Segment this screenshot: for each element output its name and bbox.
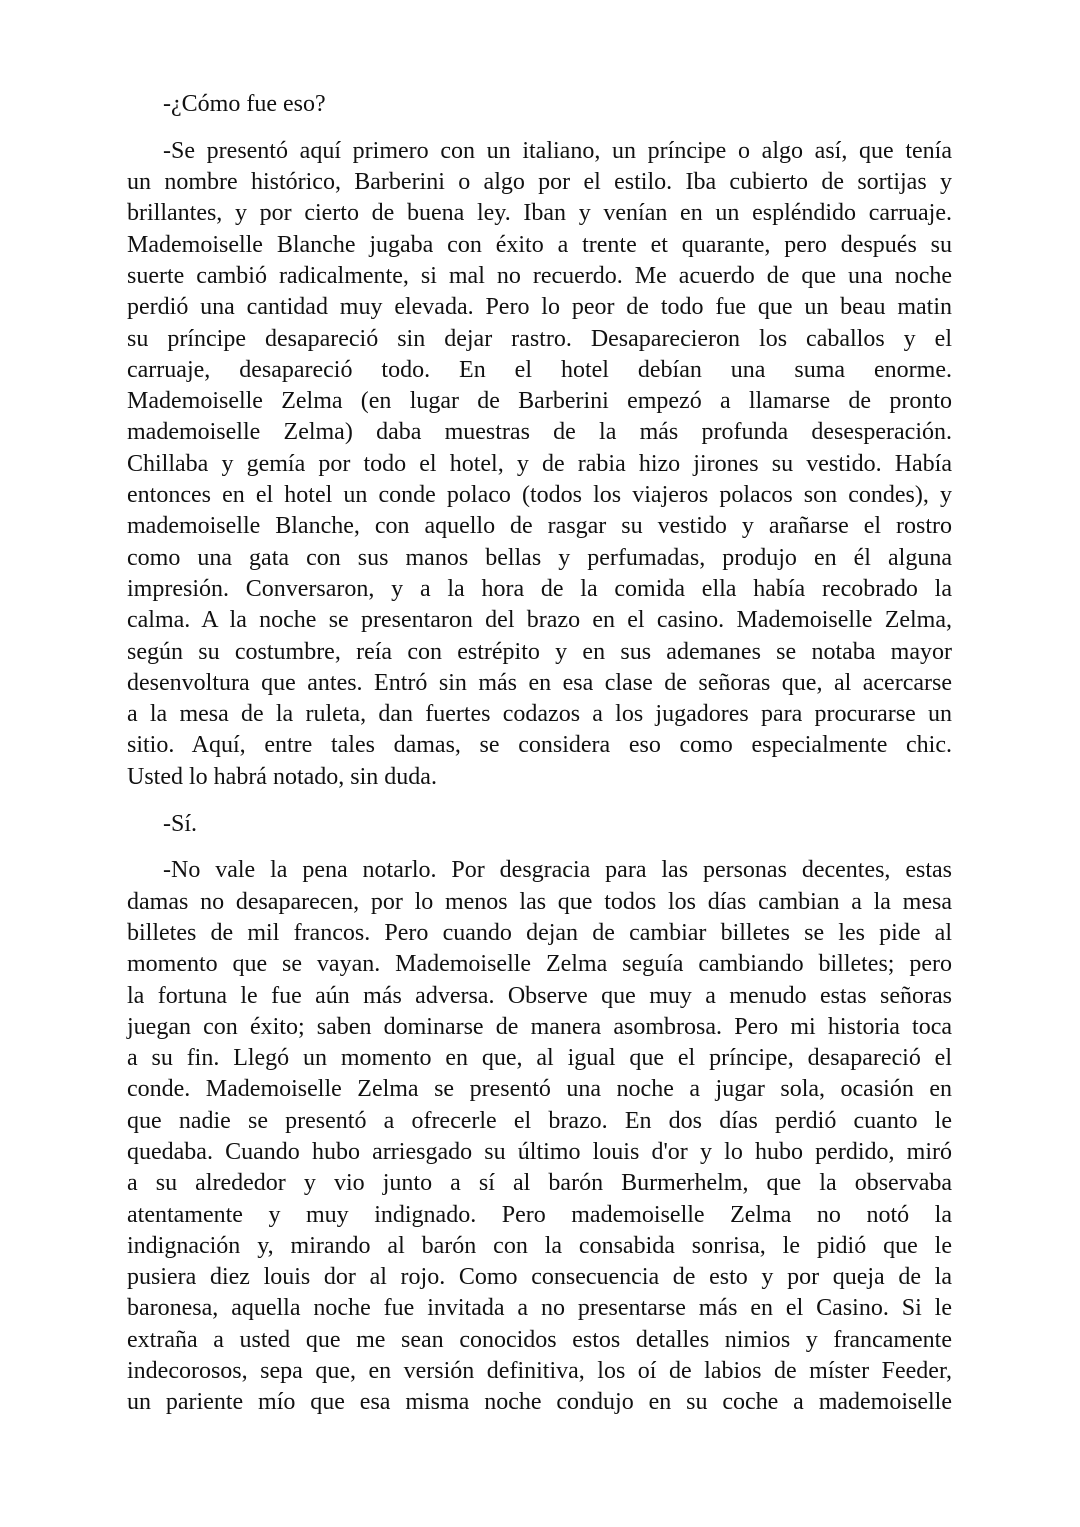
text-line: desenvoltura que antes. Entró sin más en esa clase de señoras que, al acercarse [127,669,952,696]
text-line: juegan con éxito; saben dominarse de manera asombrosa. Pero mi historia toca [127,1013,952,1040]
text-line: Mademoiselle Zelma (en lugar de Barberini empezó a llamarse de pronto [127,388,952,415]
text-line: que nadie se presentó a ofrecerle el brazo. En dos días perdió cuanto le [127,1107,952,1134]
paragraph [127,855,952,1418]
text-line: billetes de mil francos. Pero cuando dejan de cambiar billetes se les pide al [127,919,952,946]
text-line: quedaba. Cuando hubo arriesgado su último louis d'or y lo hubo perdido, miró [127,1139,952,1165]
text-line: perdió una cantidad muy elevada. Pero lo peor de todo fue que un beau matin [127,294,952,321]
text-line: pusiera diez louis dor al rojo. Como consecuencia de esto y por queja de la [127,1264,952,1291]
text-line: carruaje, desapareció todo. En el hotel debían una suma enorme. [127,356,952,383]
text-line: mademoiselle Zelma) daba muestras de la más profunda desesperación. [127,419,952,446]
paragraph [127,89,952,120]
text-line: -No vale la pena notarlo. Por desgracia para las personas decentes, estas [163,857,952,884]
text-line: a la mesa de la ruleta, dan fuertes codazos a los jugadores para procurarse un [127,701,952,728]
text-line: según su costumbre, reía con estrépito y en sus ademanes se notaba mayor [127,638,952,665]
text-line: la fortuna le fue aún más adversa. Observe que muy a menudo estas señoras [127,982,952,1009]
text-line: como una gata con sus manos bellas y perfumadas, produjo en él alguna [127,544,952,571]
text-line: su príncipe desapareció sin dejar rastro. Desaparecieron los caballos y el [127,325,952,352]
text-line: mademoiselle Blanche, con aquello de rasgar su vestido y arañarse el rostro [127,513,952,540]
text-line: a su alrededor y vio junto a sí al barón Burmerhelm, que la observaba [127,1170,952,1197]
text-line: Mademoiselle Blanche jugaba con éxito a trente et quarante, pero después su [127,231,952,258]
text-line: un nombre histórico, Barberini o algo por el estilo. Iba cubierto de sortijas y [127,169,952,196]
text-line: -Se presentó aquí primero con un italiano, un príncipe o algo así, que tenía [163,137,952,164]
text-line: Usted lo habrá notado, sin duda. [127,763,437,790]
text-line: momento que se vayan. Mademoiselle Zelma seguía cambiando billetes; pero [127,951,952,978]
document-page [127,89,952,1434]
text-line: baronesa, aquella noche fue invitada a no presentarse más en el Casino. Si le [127,1295,952,1322]
text-line: a su fin. Llegó un momento en que, al igual que el príncipe, desapareció el [127,1045,952,1072]
paragraph [127,136,952,793]
text-line: Chillaba y gemía por todo el hotel, y de rabia hizo jirones su vestido. Había [127,450,952,477]
text-line: calma. A la noche se presentaron del brazo en el casino. Mademoiselle Zelma, [127,607,952,634]
text-line: extraña a usted que me sean conocidos estos detalles nimios y francamente [127,1326,952,1353]
text-line: impresión. Conversaron, y a la hora de la comida ella había recobrado la [127,575,952,602]
text-line: -¿Cómo fue eso? [163,91,326,117]
text-line: brillantes, y por cierto de buena ley. Iban y venían en un espléndido carruaje. [127,200,952,227]
text-line: indecorosos, sepa que, en versión definitiva, los oí de labios de míster Feeder, [127,1358,952,1385]
text-line: conde. Mademoiselle Zelma se presentó una noche a jugar sola, ocasión en [127,1076,952,1103]
paragraph [127,809,952,840]
text-line: sitio. Aquí, entre tales damas, se considera eso como especialmente chic. [127,732,952,759]
text-line: un pariente mío que esa misma noche condujo en su coche a mademoiselle [127,1389,952,1416]
text-line: entonces en el hotel un conde polaco (todos los viajeros polacos son condes), y [127,482,952,509]
text-line: atentamente y muy indignado. Pero mademoiselle Zelma no notó la [127,1201,952,1228]
text-line: indignación y, mirando al barón con la consabida sonrisa, le pidió que le [127,1232,952,1259]
text-line: suerte cambió radicalmente, si mal no recuerdo. Me acuerdo de que una noche [127,262,952,289]
text-line: -Sí. [163,810,198,837]
text-line: damas no desaparecen, por lo menos las que todos los días cambian a la mesa [127,888,952,915]
